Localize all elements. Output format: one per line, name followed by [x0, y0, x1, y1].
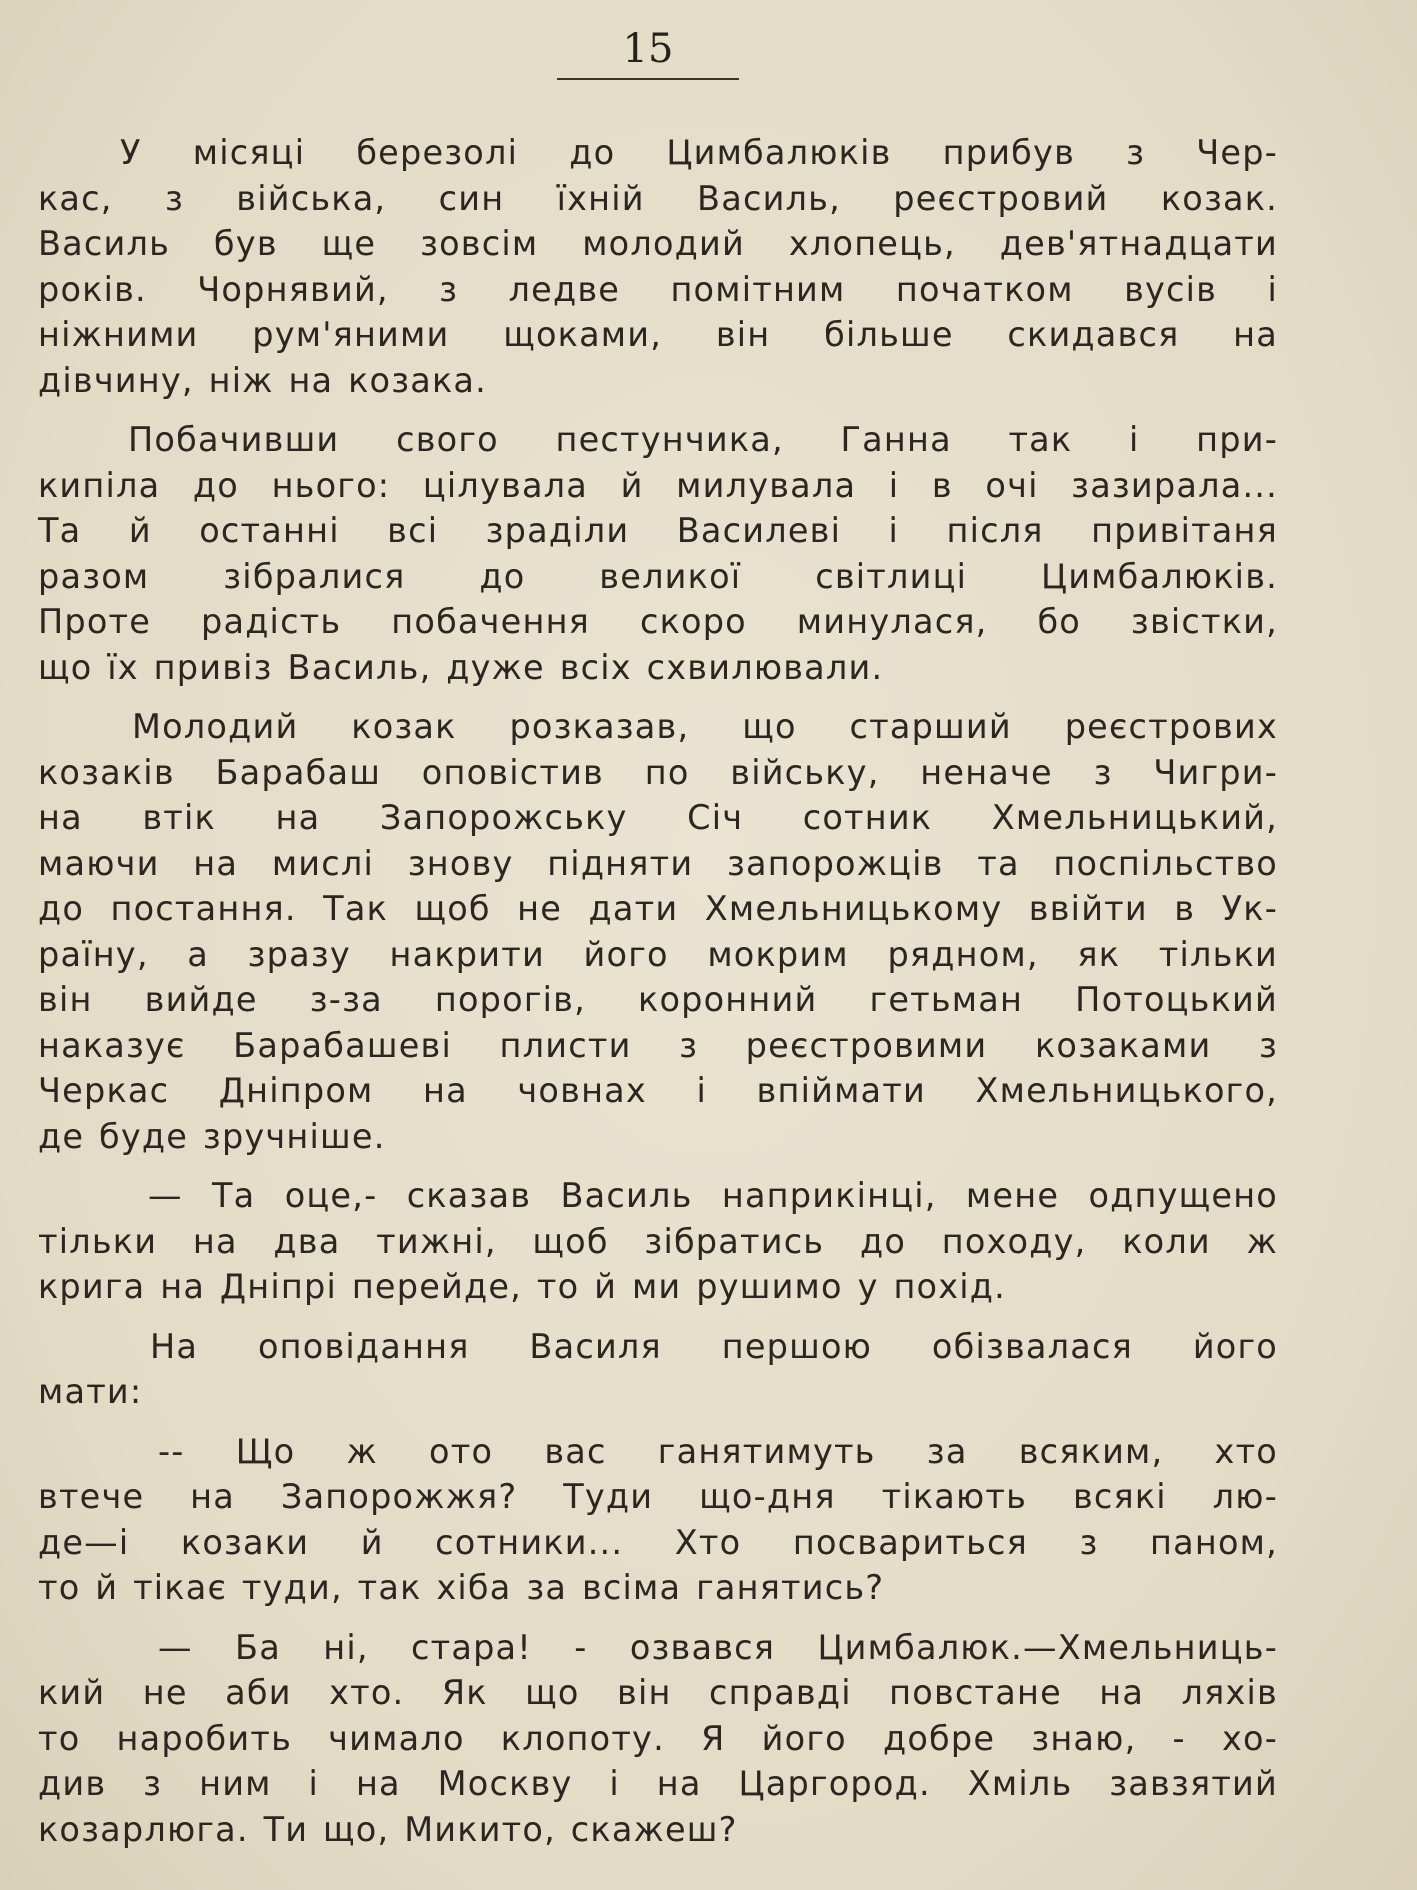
text-line: втече на Запорожжя? Туди що-дня тікають всякі лю- — [38, 1477, 1278, 1516]
paragraph — [38, 1324, 1278, 1415]
text-line: Та й останні всі зраділи Василеві і після привітаня — [38, 511, 1278, 550]
paragraph — [38, 130, 1278, 403]
text-line: то наробить чимало клопоту. Я його добре знаю, - хо- — [38, 1718, 1278, 1758]
paragraph — [38, 1429, 1278, 1611]
paragraph-gap — [38, 1159, 1278, 1173]
text-line: на втік на Запорожську Січ сотник Хмельницький, — [38, 798, 1278, 837]
page-number-rule — [557, 78, 739, 80]
text-line: мати: — [38, 1372, 143, 1411]
text-line: то й тікає туди, так хіба за всіма ганятись? — [38, 1568, 885, 1607]
paragraph — [38, 1173, 1278, 1310]
paragraph — [38, 704, 1278, 1159]
paragraph — [38, 417, 1278, 690]
text-line: крига на Дніпрі перейде, то й ми рушимо у похід. — [38, 1267, 1006, 1306]
text-line: козарлюга. Ти що, Микито, скажеш? — [38, 1809, 738, 1849]
body-text — [38, 130, 1278, 1852]
text-line: ніжними рум'яними щоками, він більше скидався на — [38, 315, 1278, 354]
paragraph-gap — [38, 690, 1278, 704]
text-line: — Та оце,- сказав Василь наприкінці, мене одпущено — [148, 1176, 1278, 1215]
text-line: він вийде з-за порогів, коронний гетьман Потоцький — [38, 980, 1278, 1019]
text-line: Проте радість побачення скоро минулася, бо звістки, — [38, 602, 1278, 641]
paragraph-gap — [38, 1611, 1278, 1625]
paragraph-gap — [38, 1310, 1278, 1324]
text-line: де—і козаки й сотники... Хто посвариться з паном, — [38, 1522, 1278, 1562]
paragraph-gap — [38, 1415, 1278, 1429]
text-line: козаків Барабаш оповістив по війську, неначе з Чигри- — [38, 752, 1278, 792]
text-line: кас, з війська, син їхній Василь, реєстровий козак. — [38, 178, 1278, 218]
text-line: кипіла до нього: цілувала й милувала і в очі зазирала... — [38, 465, 1278, 505]
text-line: На оповідання Василя першою обізвалася його — [150, 1326, 1278, 1366]
text-line: разом зібралися до великої світлиці Цимбалюків. — [38, 556, 1278, 596]
text-line: — Ба ні, стара! - озвався Цимбалюк.—Хмельниць- — [158, 1627, 1278, 1667]
text-line: тільки на два тижні, щоб зібратись до походу, коли ж — [38, 1221, 1278, 1261]
text-line: маючи на мислі знову підняти запорожців та поспільство — [38, 843, 1278, 883]
page-number: 15 — [622, 26, 674, 72]
text-line: Молодий козак розказав, що старший реєстрових — [132, 707, 1278, 746]
text-line: дівчину, ніж на козака. — [38, 360, 488, 400]
text-line: до постання. Так щоб не дати Хмельницькому ввійти в Ук- — [38, 889, 1278, 928]
text-line: років. Чорнявий, з ледве помітним початком вусів і — [38, 269, 1278, 309]
text-line: кий не аби хто. Як що він справді повстане на ляхів — [38, 1673, 1278, 1712]
text-line: див з ним і на Москву і на Царгород. Хміль завзятий — [38, 1764, 1278, 1803]
paragraph — [38, 1625, 1278, 1853]
text-line: наказує Барабашеві плисти з реєстровими козаками з — [38, 1025, 1278, 1065]
text-line: Побачивши свого пестунчика, Ганна так і при- — [128, 420, 1278, 459]
text-line: що їх привіз Василь, дуже всіх схвилювали. — [38, 647, 884, 687]
text-line: де буде зручніше. — [38, 1116, 386, 1156]
text-line: -- Що ж ото вас ганятимуть за всяким, хто — [158, 1431, 1278, 1471]
text-line: Черкас Дніпром на човнах і впіймати Хмельницького, — [38, 1071, 1278, 1110]
paragraph-gap — [38, 403, 1278, 417]
text-line: У місяці березолі до Цимбалюків прибув з Чер- — [120, 133, 1278, 172]
text-line: раїну, а зразу накрити його мокрим рядном, як тільки — [38, 934, 1278, 974]
text-line: Василь був ще зовсім молодий хлопець, дев'ятнадцати — [38, 224, 1278, 263]
